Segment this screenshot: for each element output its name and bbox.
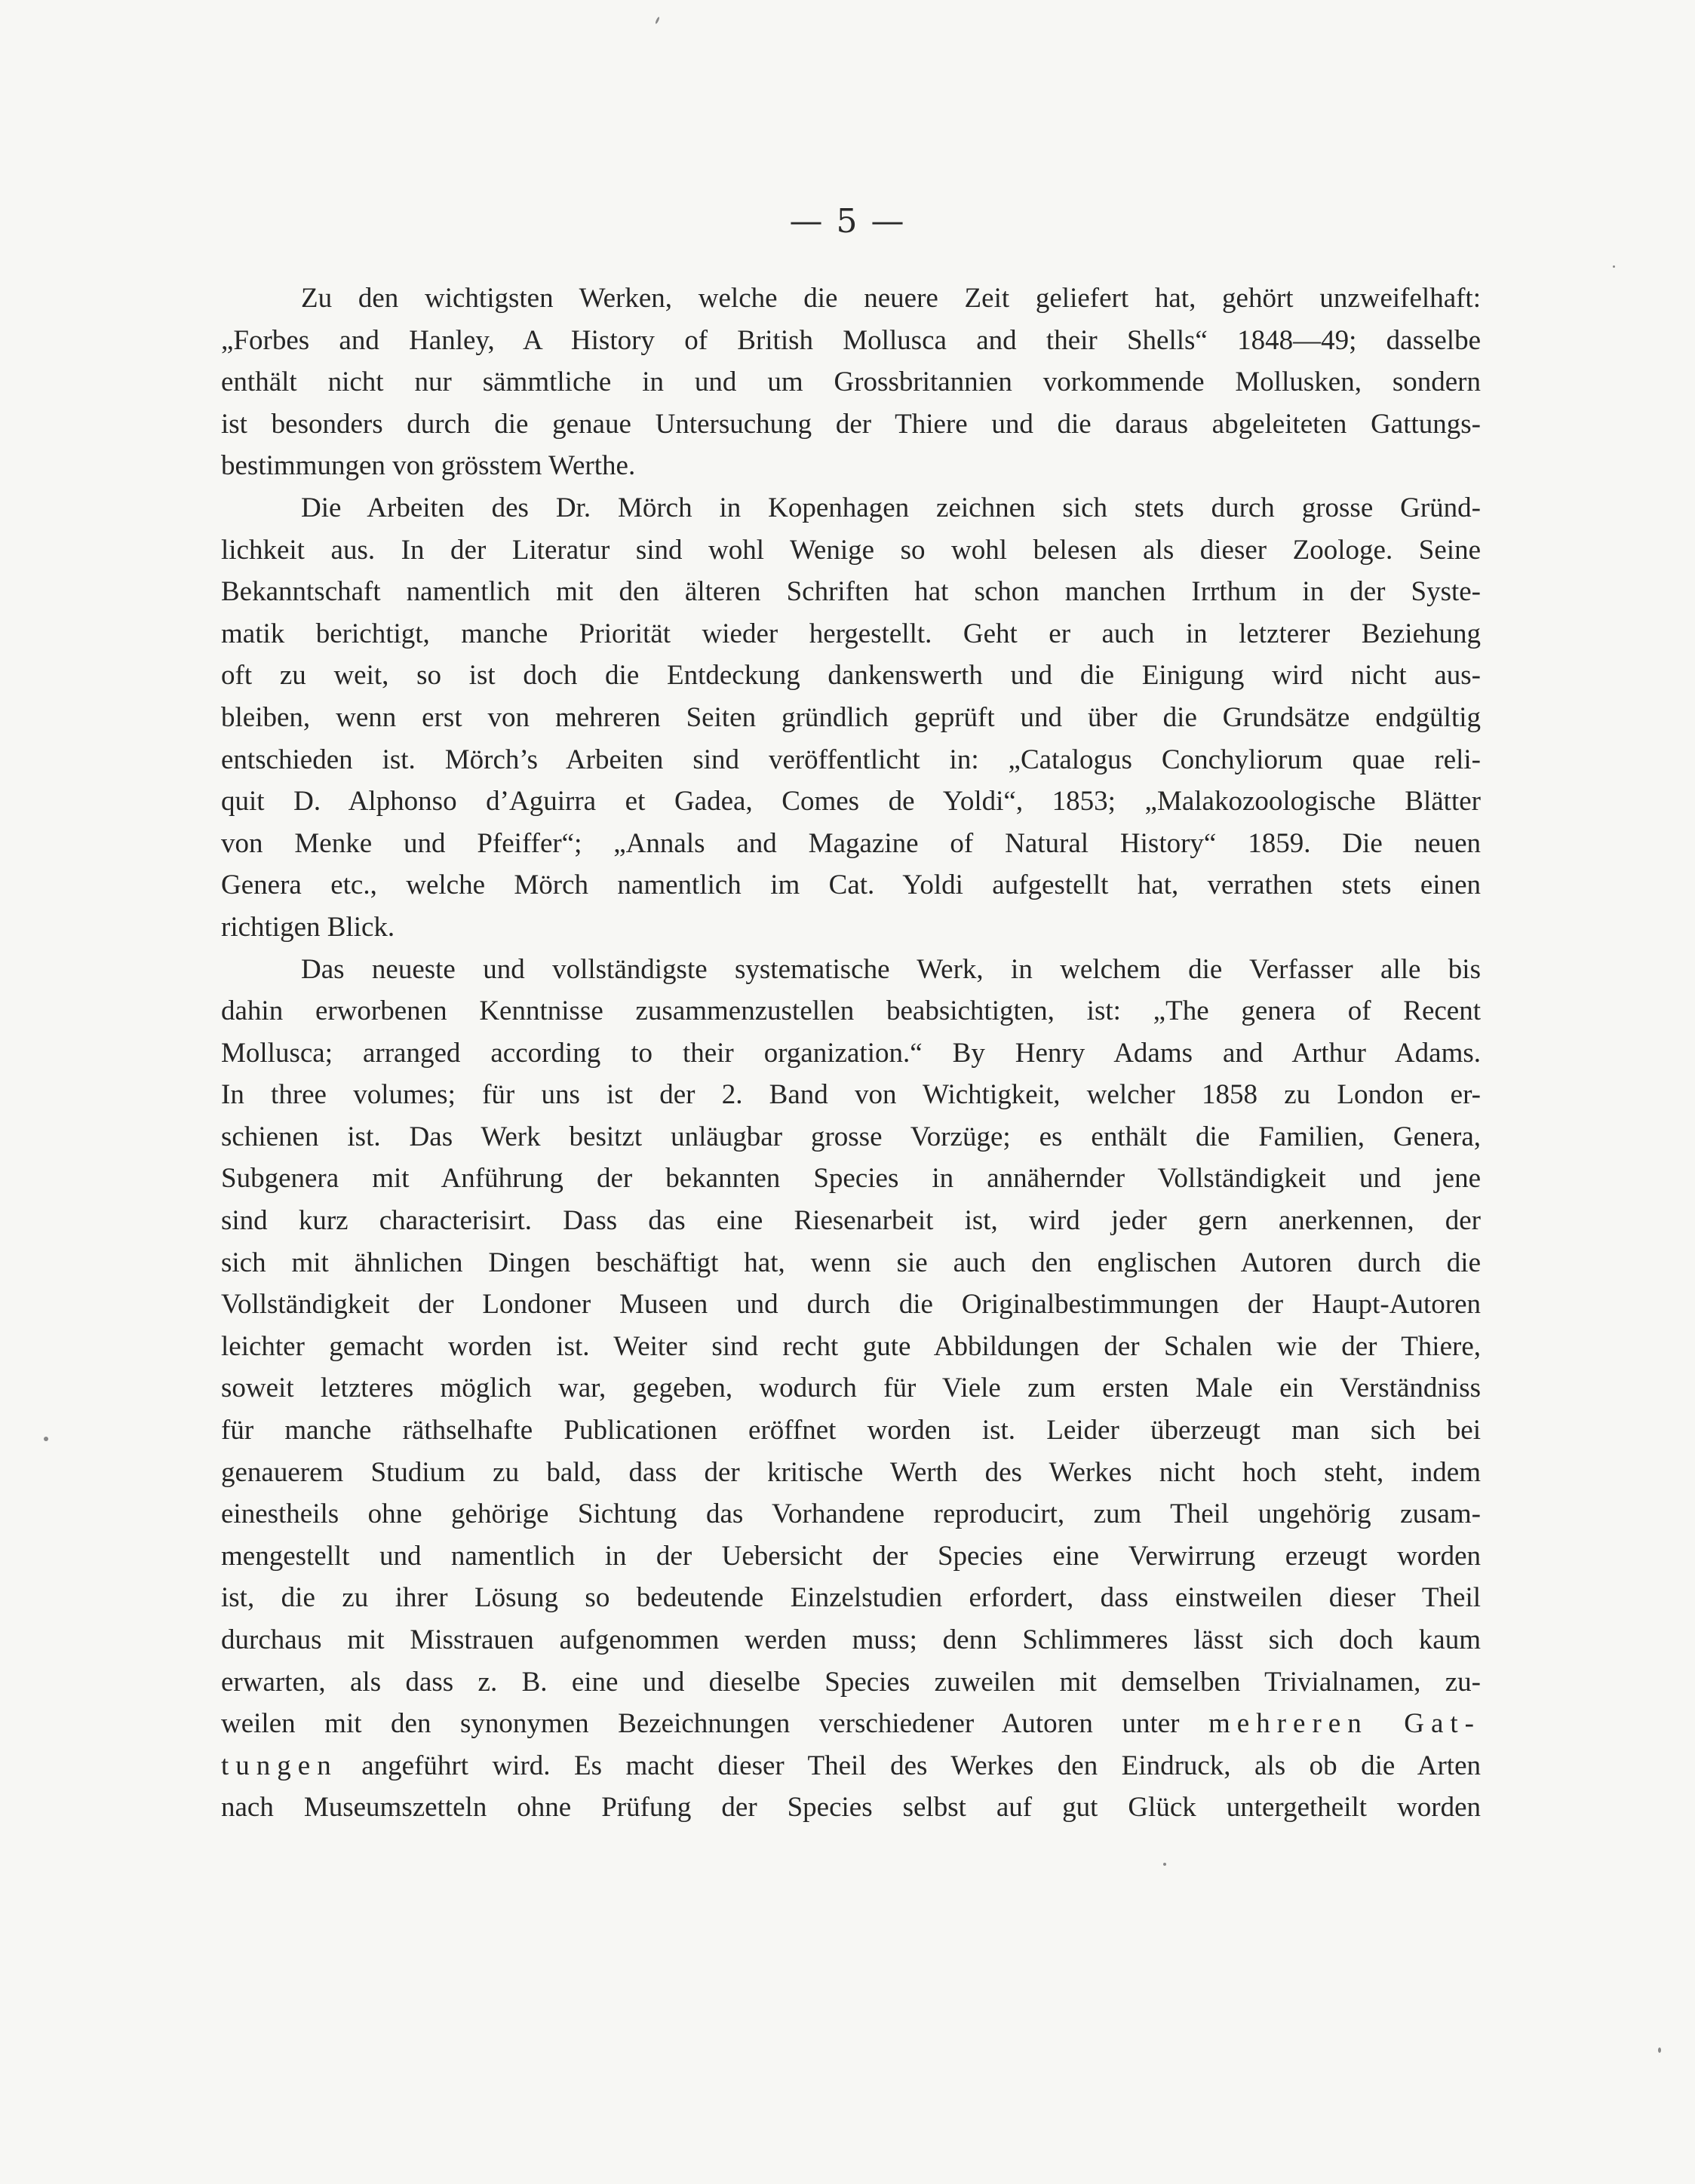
text-line: Die Arbeiten des Dr. Mörch in Kopenhagen zeichnen sich stets durch grosse Gründ- [301, 492, 1481, 523]
scan-speck [1163, 1863, 1166, 1866]
text-line: lichkeit aus. In der Literatur sind wohl Wenige so wohl belesen als dieser Zoologe. Seine [221, 534, 1481, 566]
text-line: Mollusca; arranged according to their organization.“ By Henry Adams and Arthur Adams. [221, 1037, 1481, 1069]
text-line: leichter gemacht worden ist. Weiter sind recht gute Abbildungen der Schalen wie der Thiere, [221, 1330, 1481, 1362]
text-line: ist besonders durch die genaue Untersuchung der Thiere und die daraus abgeleiteten Gattungs- [221, 408, 1481, 440]
text-line: Zu den wichtigsten Werken, welche die neuere Zeit geliefert hat, gehört unzweifelhaft: [301, 283, 1481, 314]
text-line: Subgenera mit Anführung der bekannten Species in annähernder Vollständigkeit und jene [221, 1163, 1481, 1195]
text-line: „Forbes and Hanley, A History of British Mollusca and their Shells“ 1848—49; dasselbe [221, 324, 1481, 356]
text-line: nach Museumszetteln ohne Prüfung der Species selbst auf gut Glück untergetheilt worden [221, 1792, 1481, 1824]
text-line: genauerem Studium zu bald, dass der kritische Werth des Werkes nicht hoch steht, indem [221, 1456, 1481, 1488]
text-line: matik berichtigt, manche Priorität wieder hergestellt. Geht er auch in letzterer Beziehung [221, 618, 1481, 649]
text-line: mengestellt und namentlich in der Uebersicht der Species eine Verwirrung erzeugt worden [221, 1540, 1481, 1572]
text-line: Vollständigkeit der Londoner Museen und durch die Originalbestimmungen der Haupt-Autoren [221, 1289, 1481, 1321]
text-line: oft zu weit, so ist doch die Entdeckung dankenswerth und die Einigung wird nicht aus- [221, 660, 1481, 692]
text-line: einestheils ohne gehörige Sichtung das Vorhandene reproducirt, zum Theil ungehörig zusam- [221, 1498, 1481, 1530]
text-line: Bekanntschaft namentlich mit den älteren Schriften hat schon manchen Irrthum in der Syste- [221, 576, 1481, 608]
text-line: quit D. Alphonso d’Aguirra et Gadea, Comes de Yoldi“, 1853; „Malakozoologische Blätter [221, 786, 1481, 817]
text-line: dahin erworbenen Kenntnisse zusammenzustellen beabsichtigten, ist: „The genera of Recent [221, 995, 1481, 1027]
text-line [221, 1745, 1481, 1787]
text-line: sind kurz characterisirt. Dass das eine Riesenarbeit ist, wird jeder gern anerkennen, der [221, 1205, 1481, 1237]
text-line: für manche räthselhafte Publicationen eröffnet worden ist. Leider überzeugt man sich bei [221, 1415, 1481, 1446]
scan-speck [1613, 265, 1615, 268]
spaced-emphasis: mehreren Gat- [1208, 1708, 1481, 1740]
text-line: entschieden ist. Mörch’s Arbeiten sind veröffentlicht in: „Catalogus Conchyliorum quae reli- [221, 744, 1481, 775]
page-number: — 5 — [789, 202, 906, 241]
text-segment: weilen mit den synonymen Bezeichnungen verschiedener Autoren unter [221, 1708, 1180, 1740]
text-line: erwarten, als dass z. B. eine und dieselbe Species zuweilen mit demselben Trivialnamen, zu- [221, 1666, 1481, 1698]
body-text [221, 278, 1481, 1829]
text-line: soweit letzteres möglich war, gegeben, wodurch für Viele zum ersten Male ein Verständniss [221, 1373, 1481, 1404]
text-line: bestimmungen von grösstem Werthe. [221, 450, 636, 482]
text-line: Das neueste und vollständigste systematische Werk, in welchem die Verfasser alle bis [301, 953, 1481, 985]
text-line: schienen ist. Das Werk besitzt unläugbar grosse Vorzüge; es enthält die Familien, Genera, [221, 1121, 1481, 1152]
text-line: bleiben, wenn erst von mehreren Seiten gründlich geprüft und über die Grundsätze endgültig [221, 701, 1481, 733]
scan-speck [1658, 2048, 1661, 2053]
text-line: Genera etc., welche Mörch namentlich im Cat. Yoldi aufgestellt hat, verrathen stets einen [221, 870, 1481, 901]
text-line: durchaus mit Misstrauen aufgenommen werden muss; denn Schlimmeres lässt sich doch kaum [221, 1624, 1481, 1655]
scan-speck [44, 1437, 48, 1441]
spaced-emphasis: tungen [221, 1750, 338, 1781]
text-line [221, 1703, 1481, 1745]
text-segment: angeführt wird. Es macht dieser Theil des Werkes den Eindruck, als ob die Arten [361, 1750, 1481, 1781]
text-line: sich mit ähnlichen Dingen beschäftigt hat, wenn sie auch den englischen Autoren durch die [221, 1247, 1481, 1278]
scan-speck [655, 17, 660, 24]
text-line: ist, die zu ihrer Lösung so bedeutende Einzelstudien erfordert, dass einstweilen dieser Theil [221, 1582, 1481, 1614]
text-line: von Menke und Pfeiffer“; „Annals and Magazine of Natural History“ 1859. Die neuen [221, 827, 1481, 859]
text-line: richtigen Blick. [221, 911, 395, 943]
text-line: In three volumes; für uns ist der 2. Band von Wichtigkeit, welcher 1858 zu London er- [221, 1079, 1481, 1111]
text-line: enthält nicht nur sämmtliche in und um Grossbritannien vorkommende Mollusken, sondern [221, 367, 1481, 398]
